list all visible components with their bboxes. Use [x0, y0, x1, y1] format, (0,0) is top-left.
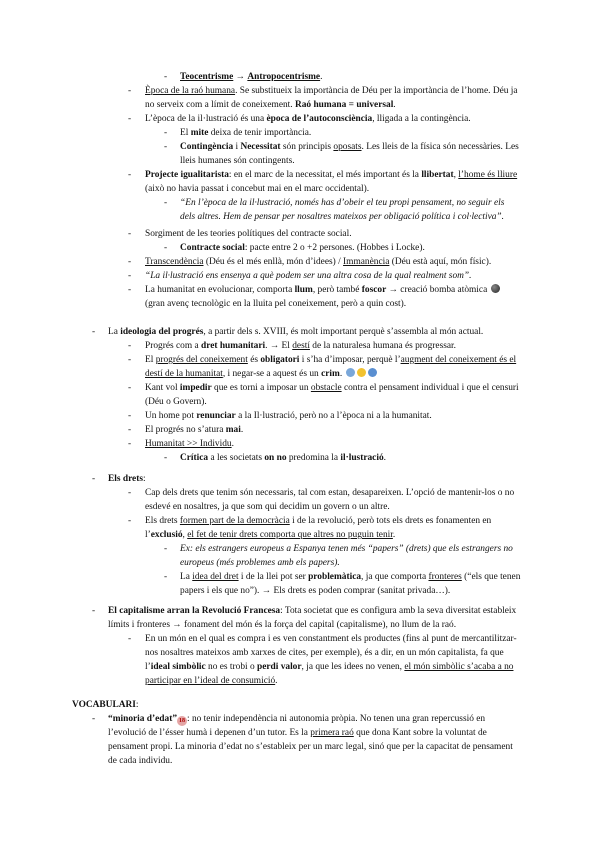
person-icon	[368, 368, 377, 377]
section-rights	[0, 472, 600, 598]
list-item: - Sorgiment de les teories polítiques del contracte social.	[128, 229, 352, 239]
quote: “En l’època de la il·lustració, només has d’obeir el teu propi pensament, no seguir els dels altres. Hem de pensar per nosaltres mateixos per obligació política i col·lectiva”.	[180, 198, 505, 222]
list-item: - Un home pot renunciar a la Il·lustració, però no a l’època ni a la humanitat.	[128, 411, 432, 421]
bomb-icon	[491, 284, 500, 293]
list-item: - Contingència i Necessitat són principis oposats. Les lleis de la física són necessàries. Les lleis humanes són contingents.	[164, 142, 519, 166]
list-item: - Progrés com a dret humanitari. → El destí de la naturalesa humana és progressar.	[128, 341, 456, 351]
list-item: - Transcendència (Déu és el més enllà, món d’idees) / Immanència (Déu està aquí, món físic).	[128, 257, 492, 267]
list-item: - Humanitat >> Individu.	[128, 439, 234, 449]
list-item: - El capitalisme arran la Revolució Francesa: Tota societat que es configura amb la seva diversitat estableix límits i fronteres → fonament del món és la força del capital (capitalisme), no llum de la raó.	[92, 606, 517, 630]
list-item: - Cap dels drets que tenim són necessaris, tal com estan, desapareixen. L’opció de mantenir-los o no esdevé en nosaltres, ja que som qui decidim un govern o un altre.	[128, 488, 515, 512]
list-item: - L’època de la il·lustració és una època de l’autoconsciència, lligada a la contingència.	[128, 114, 471, 124]
list-item: - “minoria d’edat” 18 : no tenir independència ni autonomia pròpia. No tenen una gran repercussió en l’evolució de l’ésser humà i depenen d’un tutor. Es la primera raó que dona Kant sobre la voluntat de pensament propi. La minoria d’edat no s’estableix per un marc legal, sinó que per la capacitat de pensament de cada individu.	[92, 714, 513, 766]
list-item: - Teocentrisme → Antropocentrisme.	[164, 72, 323, 82]
vocabulary-heading: VOCABULARI:	[72, 700, 139, 710]
list-item: - El progrés no s’atura mai.	[128, 425, 244, 435]
section-vocabulary	[0, 712, 600, 768]
list-item: - En un món en el qual es compra i es ven constantment els productes (fins al punt de mercantilitzar-nos nosaltres mateixos amb xarxes de cites, per exemple), és a dir, en un món capitalista, fa que l’ideal simbòlic no es trobi o perdi valor, ja que les idees no venen, el món simbòlic s’acaba a no participar en l’ideal de consumició.	[128, 634, 517, 686]
list-item: - Els drets:	[92, 474, 146, 484]
list-item: - La ideologia del progrés, a partir dels s. XVIII, és molt important perquè s’assembla al món actual.	[92, 327, 484, 337]
list-item: - Crítica a les societats on no predomina la il·lustració.	[164, 453, 386, 463]
no-under-18-icon: 18	[179, 718, 186, 724]
list-item: - El progrés del coneixement és obligatori i s’ha d’imposar, perquè l’augment del coneixement és el destí de la humanitat, i negar-se a aquest és un crim.	[128, 355, 517, 379]
list-item: - Kant vol impedir que es torni a imposar un obstacle contra el pensament individual i que el censuri (Déu o Govern).	[128, 383, 519, 407]
face-icon	[357, 368, 366, 377]
list-item: - La idea del dret i de la llei pot ser problemàtica, ja que comporta fronteres (“els que tenen papers i els que no”). → Els drets es poden comprar (sanitat privada…).	[164, 572, 521, 596]
list-item: - Ex: els estrangers europeus a Espanya tenen més “papers” (drets) que els estrangers no europeus (més problemes amb els papers).	[164, 544, 513, 568]
section-progress	[0, 325, 600, 465]
list-item: - “En l’època de la il·lustració, només has d’obeir el teu propi pensament, no seguir els dels altres. Hem de pensar per nosaltres mateixos per obligació política i col·lectiva”.	[0, 196, 600, 224]
list-item: - El mite deixa de tenir importància.	[164, 128, 312, 138]
quote: “La il·lustració ens ensenya a què podem ser una altra cosa de la qual realment som”.	[145, 271, 472, 281]
section-enlightenment	[0, 70, 600, 311]
term: Teocentrisme	[180, 72, 234, 82]
list-item: - Projecte igualitarista: en el marc de la necessitat, el més important és la llibertat, l’home és lliure (això no havia passat i concebut mai en el marc occidental).	[128, 170, 518, 194]
list-item: - “La il·lustració ens ensenya a què podem ser una altra cosa de la qual realment som”.	[0, 269, 600, 283]
person-icon	[346, 368, 355, 377]
section-capitalism	[0, 604, 600, 688]
list-item: - Els drets formen part de la democràcia i de la revolució, però tots els drets es fonamenten en l’exclusió, el fet de tenir drets comporta que altres no puguin tenir.	[128, 516, 492, 540]
list-item: - La humanitat en evolucionar, comporta llum, però també foscor → creació bomba atòmica (gran avenç tecnològic en la lluita pel coneixement, però a quin cost).	[0, 283, 600, 311]
list-item: - Època de la raó humana. Se substitueix la importància de Déu per la importància de l’home. Déu ja no serveix com a límit de coneixement. Raó humana = universal.	[128, 86, 518, 110]
list-item: - Contracte social: pacte entre 2 o +2 persones. (Hobbes i Locke).	[164, 243, 425, 253]
